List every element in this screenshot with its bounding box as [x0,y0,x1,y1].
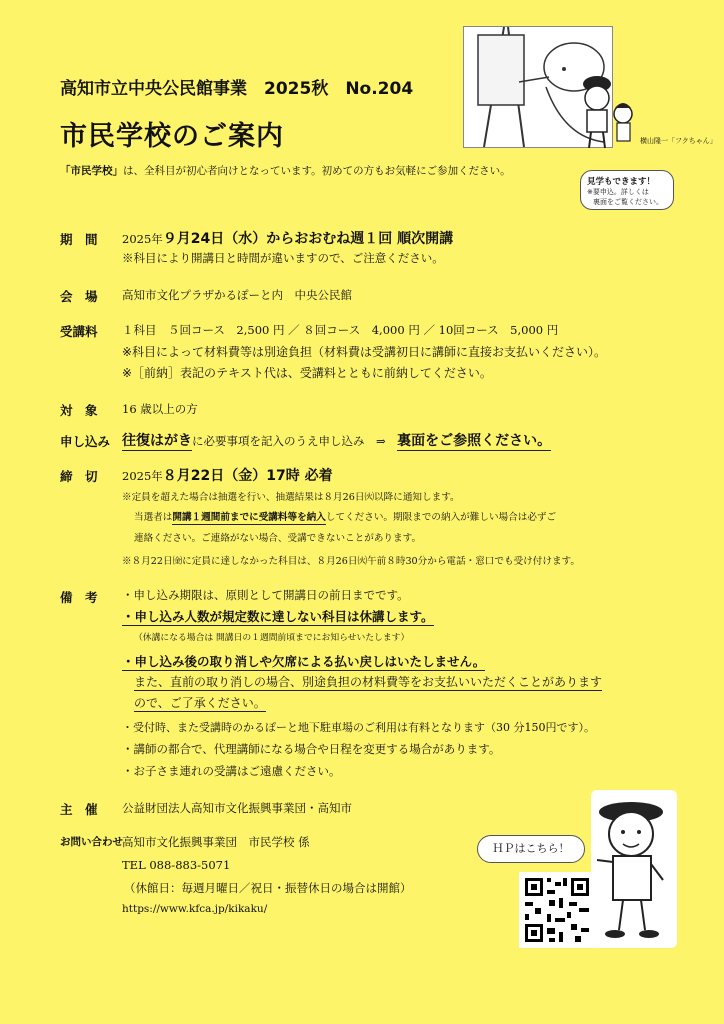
apply-method: 往復はがき [122,433,192,449]
qr-code[interactable] [519,872,595,948]
page-title: 市民学校のご案内 [60,121,284,152]
contact-url[interactable]: https://www.kfca.jp/kikaku/ [122,903,268,915]
contact-tel: TEL 088-883-5071 [122,858,231,872]
visit-bubble-line2: ※要申込。詳しくは [587,188,649,196]
deadline-date: ８月22日（金）17時 必着 [162,468,333,484]
remark-1: ・申し込み期限は、原則として開講日の前日までです。 [122,588,409,602]
deadline-value [122,465,333,485]
fee-label: 受講料 [60,324,98,339]
remark-3-cont-1: また、直前の取り消しの場合、別途負担の材料費等をお支払いいただくことがあります [134,675,603,689]
deadline-note-1: ※定員を超えた場合は抽選を行い、抽選結果は８月26日㈫以降に通知します。 [122,492,460,503]
contact-label: お問い合わせ [60,836,123,848]
fee-text: １科目 ５回コース 2,500 円 ／ ８回コース 4,000 円 ／ 10回コース 5,000 円 [122,323,559,337]
apply-text [122,430,551,450]
fukuchan-character [591,790,677,948]
intro-rest: は、全科目が初心者向けとなっています。初めての方もお気軽にご参加ください。 [123,165,511,177]
remark-6: ・お子さま連れの受講はご遠慮ください。 [122,764,341,778]
period-value [122,228,453,248]
visit-bubble [580,170,674,210]
apply-see-back: 裏面をご参照ください。 [397,433,552,449]
target-label: 対 象 [60,403,98,418]
period-note: ※科目により開講日と時間が違いますので、ご注意ください。 [122,251,444,265]
deadline-note-3: 連絡ください。ご連絡がない場合、受講できないことがあります。 [134,533,422,544]
deadline-label: 締 切 [60,469,98,484]
intro-text [60,163,511,178]
deadline-note-2c: してください。期限までの納入が難しい場合は必ずご [325,512,557,523]
contact-org: 高知市文化振興事業団 市民学校 係 [122,835,310,849]
hp-bubble: ＨＰはこちら！ [477,835,585,863]
apply-mid: に必要事項を記入のうえ申し込み ⇒ [192,434,398,448]
deadline-note-2a: 当選者は [134,512,173,523]
qr-code-icon [519,872,595,948]
organizer-label: 主 催 [60,802,98,817]
period-date: ９月24日（水）からおおむね週１回 順次開講 [162,231,454,247]
remark-2-note: （休講になる場合は 開講日の１週間前頃までにお知らせいたします） [134,633,410,643]
fee-note-2: ※［前納］表記のテキスト代は、受講料とともに前納してください。 [122,366,492,380]
visit-bubble-line1: 見学もできます！ [587,177,656,187]
deadline-note-2 [134,509,556,523]
contact-hours: （休館日：毎週月曜日／祝日・振替休日の場合は開館） [124,881,412,895]
period-label: 期 間 [60,232,98,247]
fukuchan-icon [591,790,677,948]
intro-keyword: 「市民学校」 [60,165,123,177]
deadline-note-4: ※８月22日㈮に定員に達しなかった科目は、８月26日㈫午前８時30分から電話・窓口でも受け付けます。 [122,556,580,567]
remark-3-cont-2: ので、ご了承ください。 [134,696,266,710]
fee-note-1: ※科目によって材料費等は別途負担（材料費は受講初日に講師に直接お支払いください）。 [122,345,607,359]
period-year: 2025年 [122,232,163,246]
fukuchan-child-icon [575,68,635,158]
apply-label: 申し込み [60,434,111,449]
header-title: 高知市立中央公民館事業 2025秋 No.204 [60,79,414,99]
deadline-note-2b: 開講１週間前までに受講料等を納入 [172,512,326,523]
venue-text: 高知市文化プラザかるぽーと内 中央公民館 [122,288,352,302]
venue-label: 会 場 [60,289,98,304]
remarks-label: 備 考 [60,590,98,605]
target-text: 16 歳以上の方 [122,402,198,416]
remark-2: ・申し込み人数が規定数に達しない科目は休講します。 [122,609,434,624]
illustration-caption: 横山隆一「フクちゃん」 [640,137,717,145]
remark-5: ・講師の都合で、代理講師になる場合や日程を変更する場合があります。 [122,742,501,756]
remark-4: ・受付時、また受講時のかるぽーと地下駐車場のご利用は有料となります（30 分150円です）。 [122,721,595,734]
organizer-text: 公益財団法人高知市文化振興事業団・高知市 [122,801,352,815]
deadline-year: 2025年 [122,469,163,483]
remark-3: ・申し込み後の取り消しや欠席による払い戻しはいたしません。 [122,654,486,669]
visit-bubble-line3: 裏面をご覧ください。 [593,198,663,206]
